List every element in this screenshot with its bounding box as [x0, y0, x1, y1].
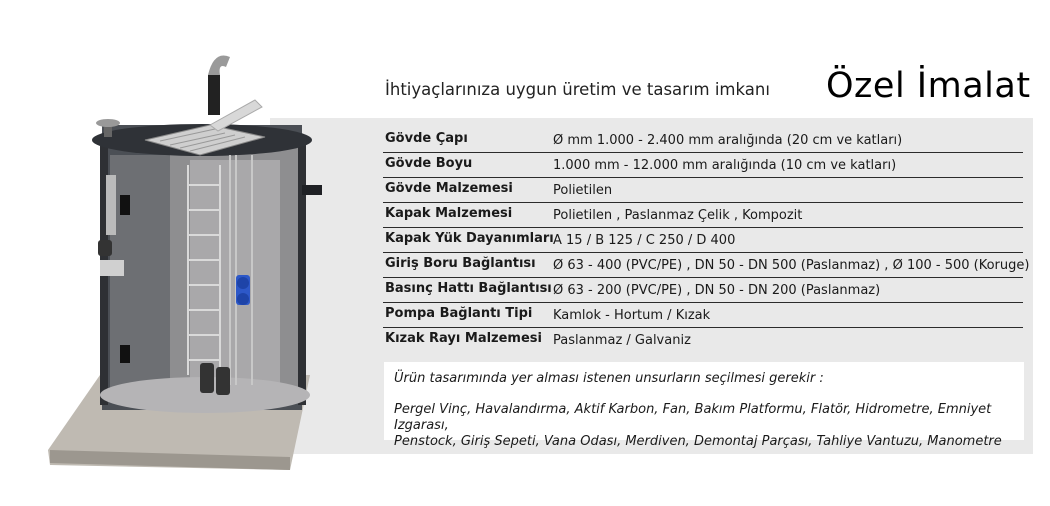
- options-list: [394, 402, 1024, 450]
- subtitle: İhtiyaçlarınıza uygun üretim ve tasarım imkanı: [385, 80, 770, 99]
- spec-label: Pompa Bağlantı Tipi: [385, 306, 533, 321]
- spec-value: 1.000 mm - 12.000 mm aralığında (10 cm ve katları): [553, 158, 897, 173]
- spec-value: Paslanmaz / Galvaniz: [553, 333, 691, 348]
- spec-value: Ø 63 - 400 (PVC/PE) , DN 50 - DN 500 (Paslanmaz) , Ø 100 - 500 (Koruge): [553, 258, 1030, 273]
- spec-value: Polietilen , Paslanmaz Çelik , Kompozit: [553, 208, 803, 223]
- spec-label: Gövde Malzemesi: [385, 181, 513, 196]
- spec-row: [383, 278, 1023, 303]
- vent-pipe: [208, 75, 220, 115]
- pump: [200, 363, 214, 393]
- spec-value: Ø mm 1.000 - 2.400 mm aralığında (20 cm ve katları): [553, 133, 903, 148]
- spec-table: [383, 128, 1030, 352]
- spec-label: Kapak Malzemesi: [385, 206, 513, 221]
- options-list-line: Pergel Vinç, Havalandırma, Aktif Karbon, Fan, Bakım Platformu, Flatör, Hidrometre, Emniyet Izgarası,: [394, 402, 992, 433]
- pump-station-illustration: [40, 45, 330, 475]
- spec-label: Basınç Hattı Bağlantısı: [385, 281, 552, 296]
- spec-row: [383, 303, 1023, 328]
- spec-value: A 15 / B 125 / C 250 / D 400: [553, 233, 736, 248]
- options-note-box: [384, 362, 1024, 449]
- spec-row: [383, 253, 1030, 278]
- options-intro: Ürün tasarımında yer alması istenen unsurların seçilmesi gerekir :: [394, 371, 824, 386]
- spec-value: Ø 63 - 200 (PVC/PE) , DN 50 - DN 200 (Paslanmaz): [553, 283, 881, 298]
- spec-row: [383, 128, 1023, 153]
- spec-label: Gövde Boyu: [385, 156, 473, 171]
- spec-value: Polietilen: [553, 183, 613, 198]
- options-list-line: Penstock, Giriş Sepeti, Vana Odası, Merdiven, Demontaj Parçası, Tahliye Vantuzu, Manometre: [394, 434, 1002, 449]
- spec-row: [383, 328, 1023, 352]
- spec-row: [383, 178, 1023, 203]
- page-title: Özel İmalat: [826, 66, 1031, 106]
- spec-label: Giriş Boru Bağlantısı: [385, 256, 536, 271]
- inlet-basket: [100, 260, 124, 276]
- outlet-pipe: [302, 185, 322, 195]
- spec-label: Kızak Rayı Malzemesi: [385, 331, 542, 346]
- spec-row: [383, 153, 1023, 178]
- spec-value: Kamlok - Hortum / Kızak: [553, 308, 711, 323]
- spec-label: Kapak Yük Dayanımları: [385, 231, 554, 246]
- spec-row: [383, 228, 1023, 253]
- spec-row: [383, 203, 1023, 228]
- spec-label: Gövde Çapı: [385, 131, 468, 146]
